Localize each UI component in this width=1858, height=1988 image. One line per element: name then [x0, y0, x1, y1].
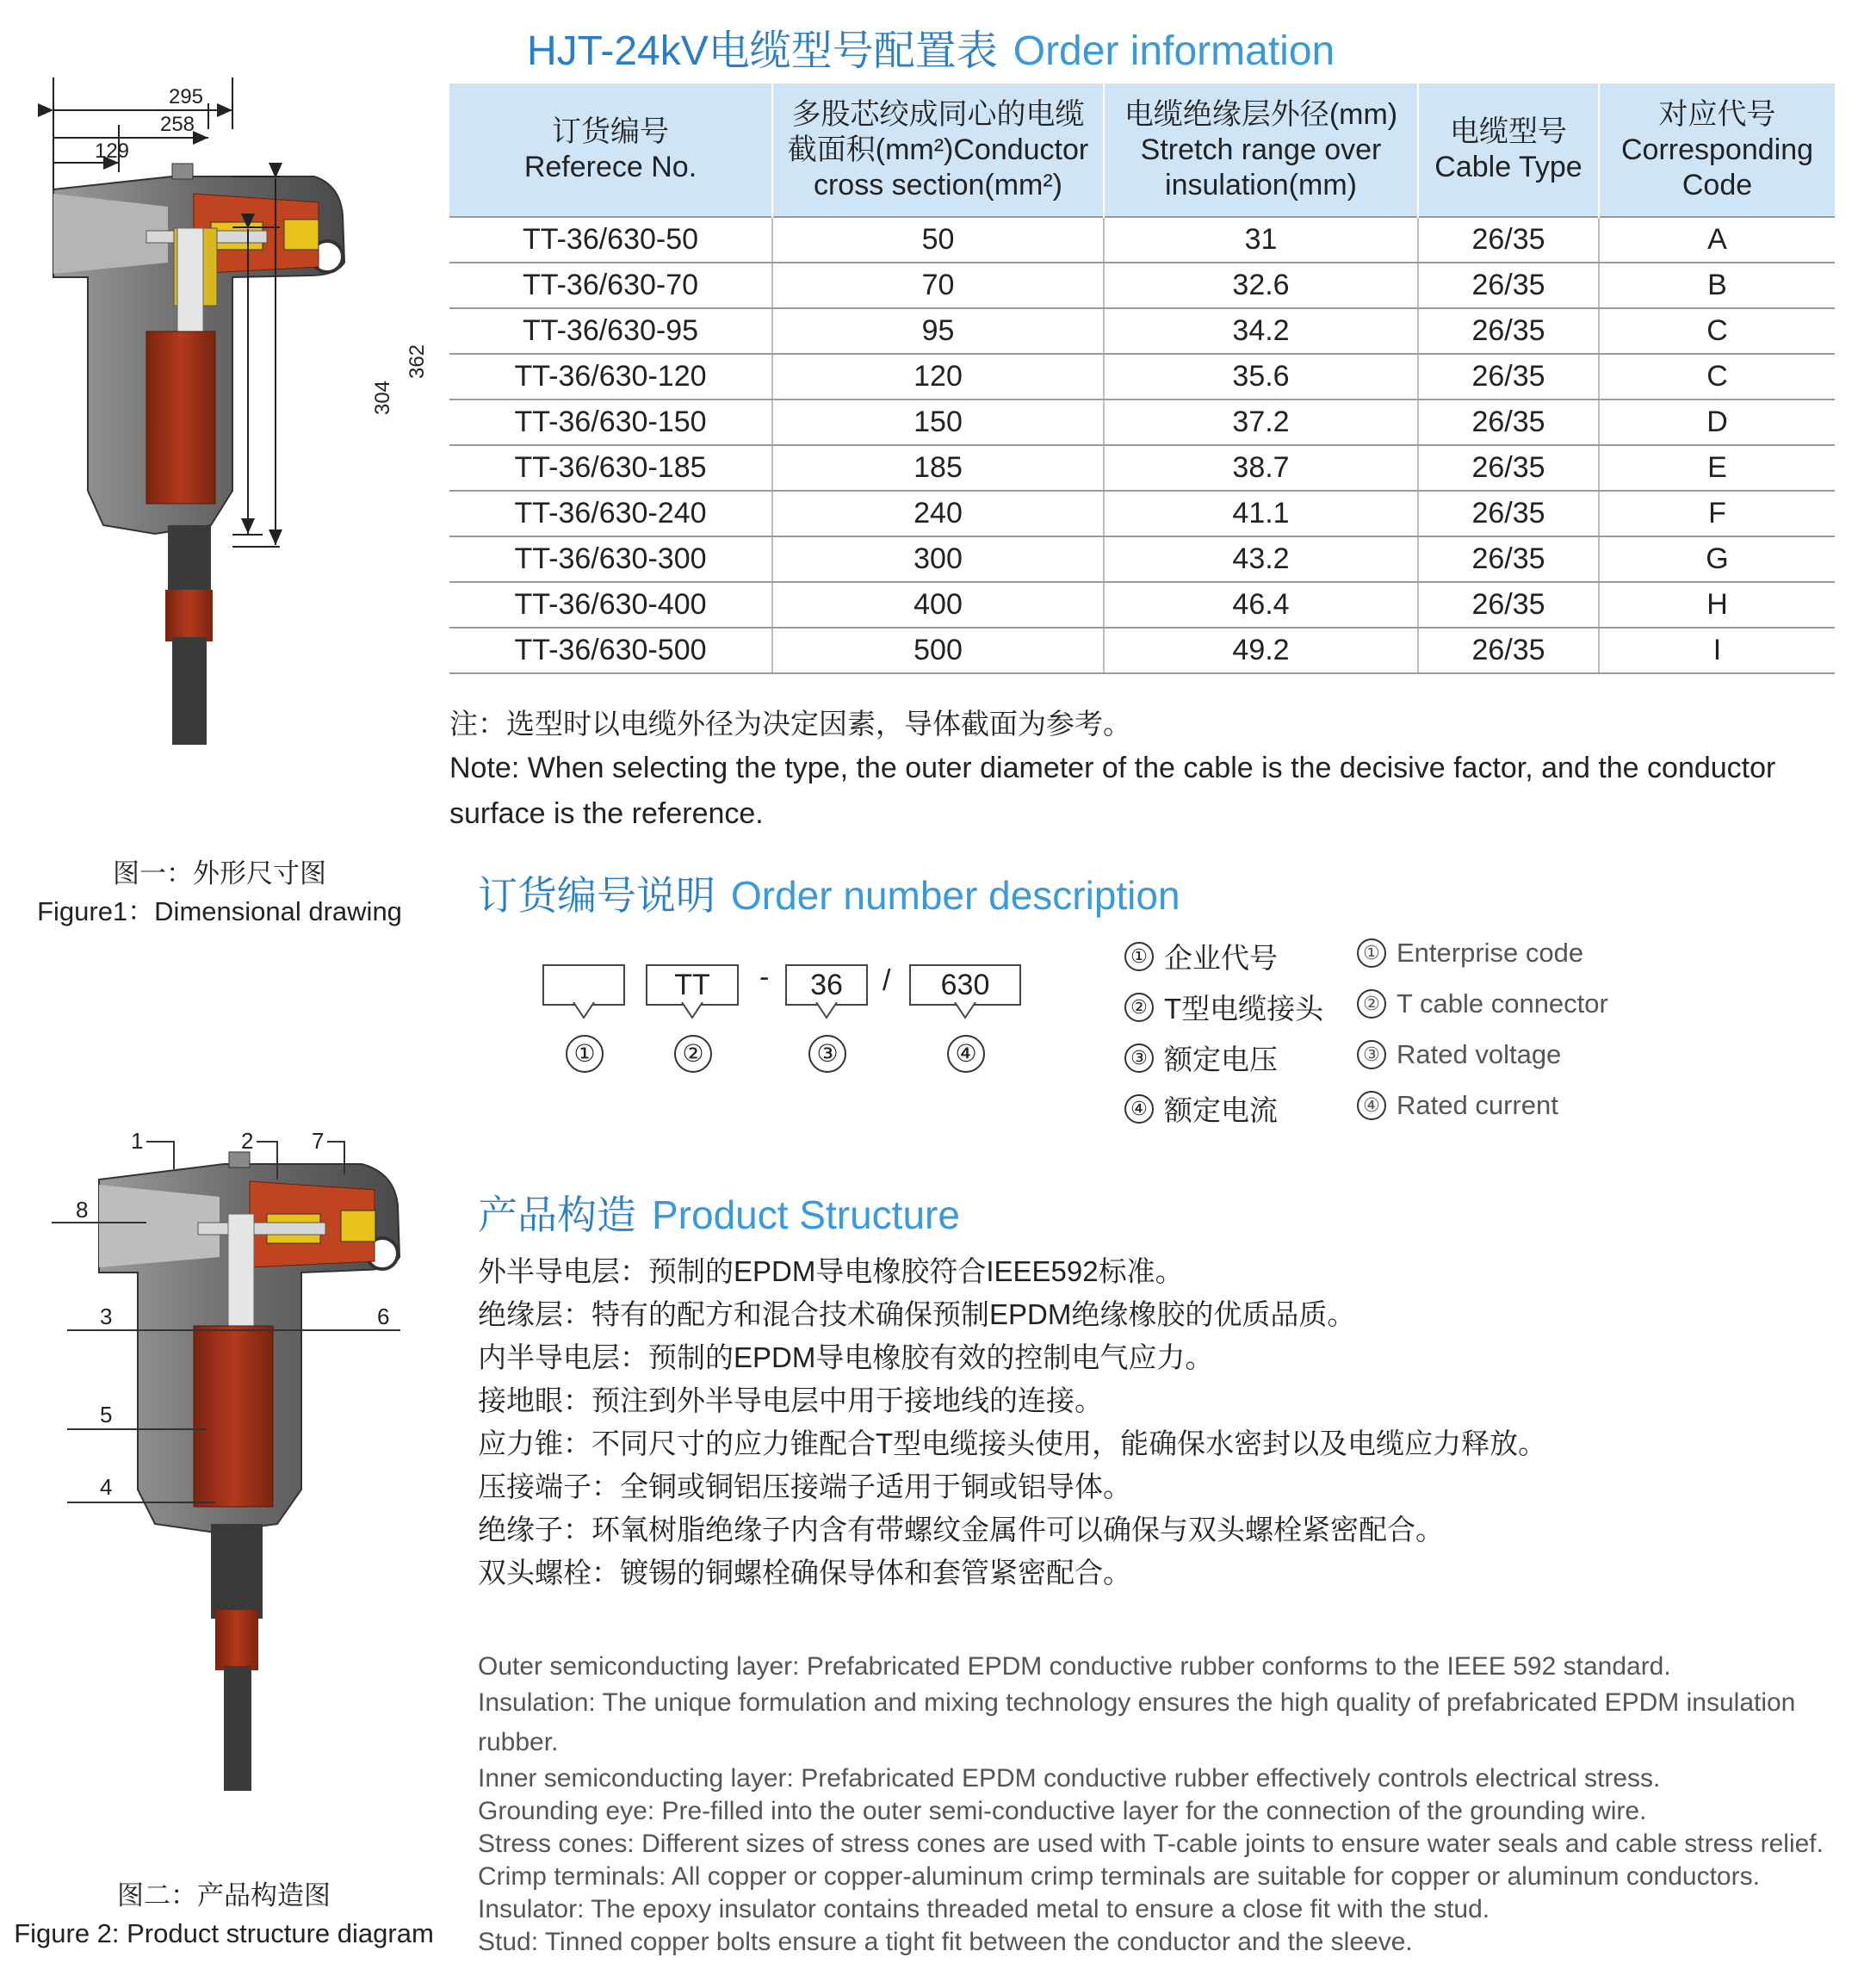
label-5: 5: [100, 1402, 113, 1428]
table-cell-ref: TT-36/630-70: [449, 263, 772, 308]
column-header-line: Code: [1681, 168, 1753, 201]
table-cell-type: 26/35: [1418, 628, 1599, 673]
column-header-line: 截面积(mm²)Conductor: [787, 133, 1089, 166]
dim-295: 295: [168, 85, 204, 108]
table-row: [449, 263, 1835, 308]
table-cell-cs: 300: [772, 536, 1104, 582]
figure1-caption-en: Figure1：Dimensional drawing: [37, 896, 402, 926]
legend-label: Rated voltage: [1397, 1039, 1562, 1069]
legend-num: ④: [1124, 1094, 1154, 1124]
table-cell-cs: 185: [772, 445, 1104, 491]
structure-line-cn: 内半导电层：预制的EPDM导电橡胶有效的控制电气应力。: [478, 1341, 1214, 1373]
product-structure-title-cn: 产品构造: [478, 1192, 636, 1237]
structure-line-cn: 绝缘子：环氧树脂绝缘子内含有带螺纹金属件可以确保与双头螺栓紧密配合。: [478, 1514, 1444, 1545]
table-cell-code: A: [1599, 217, 1835, 263]
table-cell-type: 26/35: [1418, 582, 1599, 628]
table-row: [449, 354, 1835, 399]
legend-num: ①: [1357, 938, 1386, 968]
structure-line-cn: 接地眼：预注到外半导电层中用于接地线的连接。: [478, 1384, 1103, 1416]
product-structure-title: [478, 1184, 960, 1241]
legend-num: ④: [1357, 1091, 1386, 1120]
label-7: 7: [312, 1128, 325, 1154]
order-number-title-cn: 订货编号说明: [478, 873, 715, 918]
product-structure-title-en: Product Structure: [652, 1192, 960, 1237]
figure2-caption-en: Figure 2: Product structure diagram: [14, 1918, 434, 1948]
dim-258: 258: [159, 113, 195, 136]
column-header-ins: [1104, 84, 1418, 217]
table-cell-type: 26/35: [1418, 263, 1599, 308]
legend-num: ③: [1357, 1040, 1386, 1069]
table-cell-ref: TT-36/630-185: [449, 445, 772, 491]
table-cell-ins: 41.1: [1104, 491, 1418, 536]
legend-label: T型电缆接头: [1164, 993, 1324, 1025]
column-header-line: 多股芯绞成同心的电缆: [791, 97, 1085, 131]
label-8: 8: [76, 1197, 89, 1223]
dim-304: 304: [371, 380, 394, 416]
table-cell-code: D: [1599, 399, 1835, 445]
legend-label: 企业代号: [1164, 942, 1278, 974]
table-cell-type: 26/35: [1418, 354, 1599, 399]
legend-en-2: [1357, 988, 1608, 1019]
column-header-line: 电缆绝缘层外径(mm): [1124, 97, 1398, 131]
legend-cn-1: [1124, 936, 1278, 976]
page-title: [527, 17, 1335, 77]
table-cell-code: F: [1599, 491, 1835, 536]
label-4: 4: [100, 1474, 113, 1500]
code-num-2: ②: [674, 1035, 712, 1073]
table-cell-ref: TT-36/630-300: [449, 536, 772, 582]
code-num-1: ①: [566, 1035, 604, 1073]
table-cell-code: C: [1599, 354, 1835, 399]
label-1: 1: [131, 1128, 144, 1154]
table-cell-ins: 49.2: [1104, 628, 1418, 673]
legend-cn-4: [1124, 1088, 1278, 1129]
column-header-line: insulation(mm): [1165, 168, 1357, 201]
table-header-row: [449, 84, 1835, 217]
structure-line-cn: 双头螺栓：镀锡的铜螺栓确保导体和套管紧密配合。: [478, 1557, 1131, 1589]
table-cell-code: H: [1599, 582, 1835, 628]
structure-line-cn: 应力锥：不同尺寸的应力锥配合T型电缆接头使用，能确保水密封以及电缆应力释放。: [478, 1428, 1547, 1459]
column-header-line: Stretch range over: [1140, 133, 1382, 166]
code-separator-dash: -: [759, 961, 770, 994]
column-header-line: Corresponding: [1620, 133, 1814, 166]
figure1-caption-cn: 图一：外形尺寸图: [113, 858, 326, 889]
column-header-type: [1418, 84, 1599, 217]
table-cell-ref: TT-36/630-120: [449, 354, 772, 399]
table-cell-type: 26/35: [1418, 308, 1599, 354]
code-pointers: [534, 1002, 1033, 1028]
code-box-voltage: 36: [785, 964, 868, 1006]
structure-line-en: Inner semiconducting layer: Prefabricated EPDM conductive rubber effectively controls electrical stress.: [478, 1764, 1661, 1793]
column-header-line: cross section(mm²): [813, 168, 1063, 201]
table-row: [449, 399, 1835, 445]
column-header-line: Cable Type: [1434, 151, 1582, 183]
table-cell-ins: 37.2: [1104, 399, 1418, 445]
table-cell-type: 26/35: [1418, 536, 1599, 582]
structure-line-cn: 绝缘层：特有的配方和混合技术确保预制EPDM绝缘橡胶的优质品质。: [478, 1298, 1356, 1330]
order-table: [449, 84, 1835, 674]
legend-en-1: [1357, 938, 1583, 969]
table-cell-ins: 32.6: [1104, 263, 1418, 308]
code-num-4: ④: [947, 1035, 985, 1073]
table-cell-cs: 95: [772, 308, 1104, 354]
table-row: [449, 628, 1835, 673]
structure-line-en: Stud: Tinned copper bolts ensure a tight fit between the conductor and the sleeve.: [478, 1928, 1413, 1956]
legend-label: Rated current: [1397, 1090, 1558, 1120]
table-cell-type: 26/35: [1418, 445, 1599, 491]
legend-label: T cable connector: [1397, 988, 1608, 1019]
selection-note-en: Note: When selecting the type, the outer diameter of the cable is the decisive factor, and the conductor surface is the reference.: [449, 752, 1776, 830]
legend-en-4: [1357, 1090, 1558, 1121]
code-box-type: TT: [646, 964, 739, 1006]
figure2-caption: [9, 1877, 439, 1953]
table-cell-cs: 150: [772, 399, 1104, 445]
code-num-3: ③: [808, 1035, 846, 1073]
dimensional-drawing: [17, 77, 430, 758]
code-box-enterprise: [542, 964, 625, 1006]
table-row: [449, 445, 1835, 491]
structure-line-en: Insulator: The epoxy insulator contains threaded metal to ensure a close fit with the stud.: [478, 1895, 1490, 1923]
dim-362: 362: [406, 344, 429, 380]
table-row: [449, 217, 1835, 263]
table-cell-code: B: [1599, 263, 1835, 308]
label-2: 2: [241, 1128, 254, 1154]
structure-line-en: Insulation: The unique formulation and mixing technology ensures the high quality of prefabricated EPDM insulation rubber.: [478, 1688, 1796, 1756]
figure1-caption: [26, 855, 413, 931]
legend-cn-2: [1124, 987, 1323, 1027]
column-header-line: 电缆型号: [1450, 115, 1567, 148]
page-title-cn: HJT-24kV电缆型号配置表: [527, 28, 998, 74]
table-cell-cs: 120: [772, 354, 1104, 399]
column-header-line: 订货编号: [552, 115, 669, 148]
order-number-title: [478, 864, 1180, 921]
table-cell-ins: 34.2: [1104, 308, 1418, 354]
legend-label: Enterprise code: [1397, 938, 1584, 968]
column-header-code: [1599, 84, 1835, 217]
page-title-en: Order information: [1013, 28, 1335, 74]
connector-body: [53, 164, 344, 745]
table-cell-type: 26/35: [1418, 217, 1599, 263]
table-cell-ref: TT-36/630-150: [449, 399, 772, 445]
table-row: [449, 536, 1835, 582]
legend-num: ③: [1124, 1044, 1154, 1073]
legend-num: ①: [1124, 942, 1154, 971]
code-separator-slash: /: [883, 964, 891, 997]
table-body: [449, 217, 1835, 673]
table-cell-ref: TT-36/630-240: [449, 491, 772, 536]
legend-label: 额定电压: [1164, 1044, 1278, 1075]
table-cell-code: I: [1599, 628, 1835, 673]
table-cell-ins: 35.6: [1104, 354, 1418, 399]
legend-num: ②: [1124, 993, 1154, 1022]
column-header-cs: [772, 84, 1104, 217]
code-box-current: 630: [909, 964, 1021, 1006]
structure-line-cn: 压接端子：全铜或铜铝压接端子适用于铜或铝导体。: [478, 1471, 1131, 1502]
order-code-diagram: [534, 961, 1033, 1085]
table-cell-ins: 46.4: [1104, 582, 1418, 628]
order-number-title-en: Order number description: [731, 873, 1180, 918]
structure-list-cn: [478, 1250, 1855, 1595]
label-3: 3: [100, 1304, 113, 1329]
structure-line-en: Stress cones: Different sizes of stress cones are used with T-cable joints to ensure water seals and cable stress relief.: [478, 1830, 1824, 1858]
legend-en-3: [1357, 1039, 1561, 1070]
table-cell-cs: 70: [772, 263, 1104, 308]
table-cell-cs: 50: [772, 217, 1104, 263]
table-cell-ref: TT-36/630-500: [449, 628, 772, 673]
structure-line-cn: 外半导电层：预制的EPDM导电橡胶符合IEEE592标准。: [478, 1255, 1184, 1287]
column-header-line: 对应代号: [1658, 97, 1776, 131]
structure-line-en: Grounding eye: Pre-filled into the outer semi-conductive layer for the connection of the grounding wire.: [478, 1797, 1647, 1825]
table-cell-ref: TT-36/630-50: [449, 217, 772, 263]
table-cell-code: C: [1599, 308, 1835, 354]
label-6: 6: [377, 1304, 390, 1329]
table-cell-cs: 240: [772, 491, 1104, 536]
table-cell-ins: 38.7: [1104, 445, 1418, 491]
table-row: [449, 491, 1835, 536]
table-row: [449, 582, 1835, 628]
table-cell-type: 26/35: [1418, 399, 1599, 445]
table-row: [449, 308, 1835, 354]
table-cell-cs: 400: [772, 582, 1104, 628]
table-cell-cs: 500: [772, 628, 1104, 673]
selection-note-cn: 注：选型时以电缆外径为决定因素，导体截面为参考。: [449, 708, 1131, 740]
connector-cutaway: [99, 1152, 399, 1791]
structure-list-en: [478, 1650, 1855, 1959]
table-cell-ins: 31: [1104, 217, 1418, 263]
legend-num: ②: [1357, 989, 1386, 1019]
legend-cn-3: [1124, 1037, 1278, 1078]
figure2-caption-cn: 图二：产品构造图: [117, 1880, 331, 1911]
table-cell-ref: TT-36/630-95: [449, 308, 772, 354]
structure-diagram: [52, 1119, 413, 1791]
structure-line-en: Outer semiconducting layer: Prefabricated EPDM conductive rubber conforms to the IEEE 592 standard.: [478, 1652, 1671, 1681]
table-cell-code: G: [1599, 536, 1835, 582]
table-cell-code: E: [1599, 445, 1835, 491]
column-header-line: Referece No.: [523, 151, 697, 183]
table-cell-type: 26/35: [1418, 491, 1599, 536]
dim-129: 129: [94, 139, 130, 163]
table-cell-ref: TT-36/630-400: [449, 582, 772, 628]
structure-line-en: Crimp terminals: All copper or copper-aluminum crimp terminals are suitable for copper or aluminum conductors.: [478, 1862, 1760, 1891]
legend-label: 额定电流: [1164, 1094, 1278, 1126]
table-cell-ins: 43.2: [1104, 536, 1418, 582]
column-header-ref: [449, 84, 772, 217]
